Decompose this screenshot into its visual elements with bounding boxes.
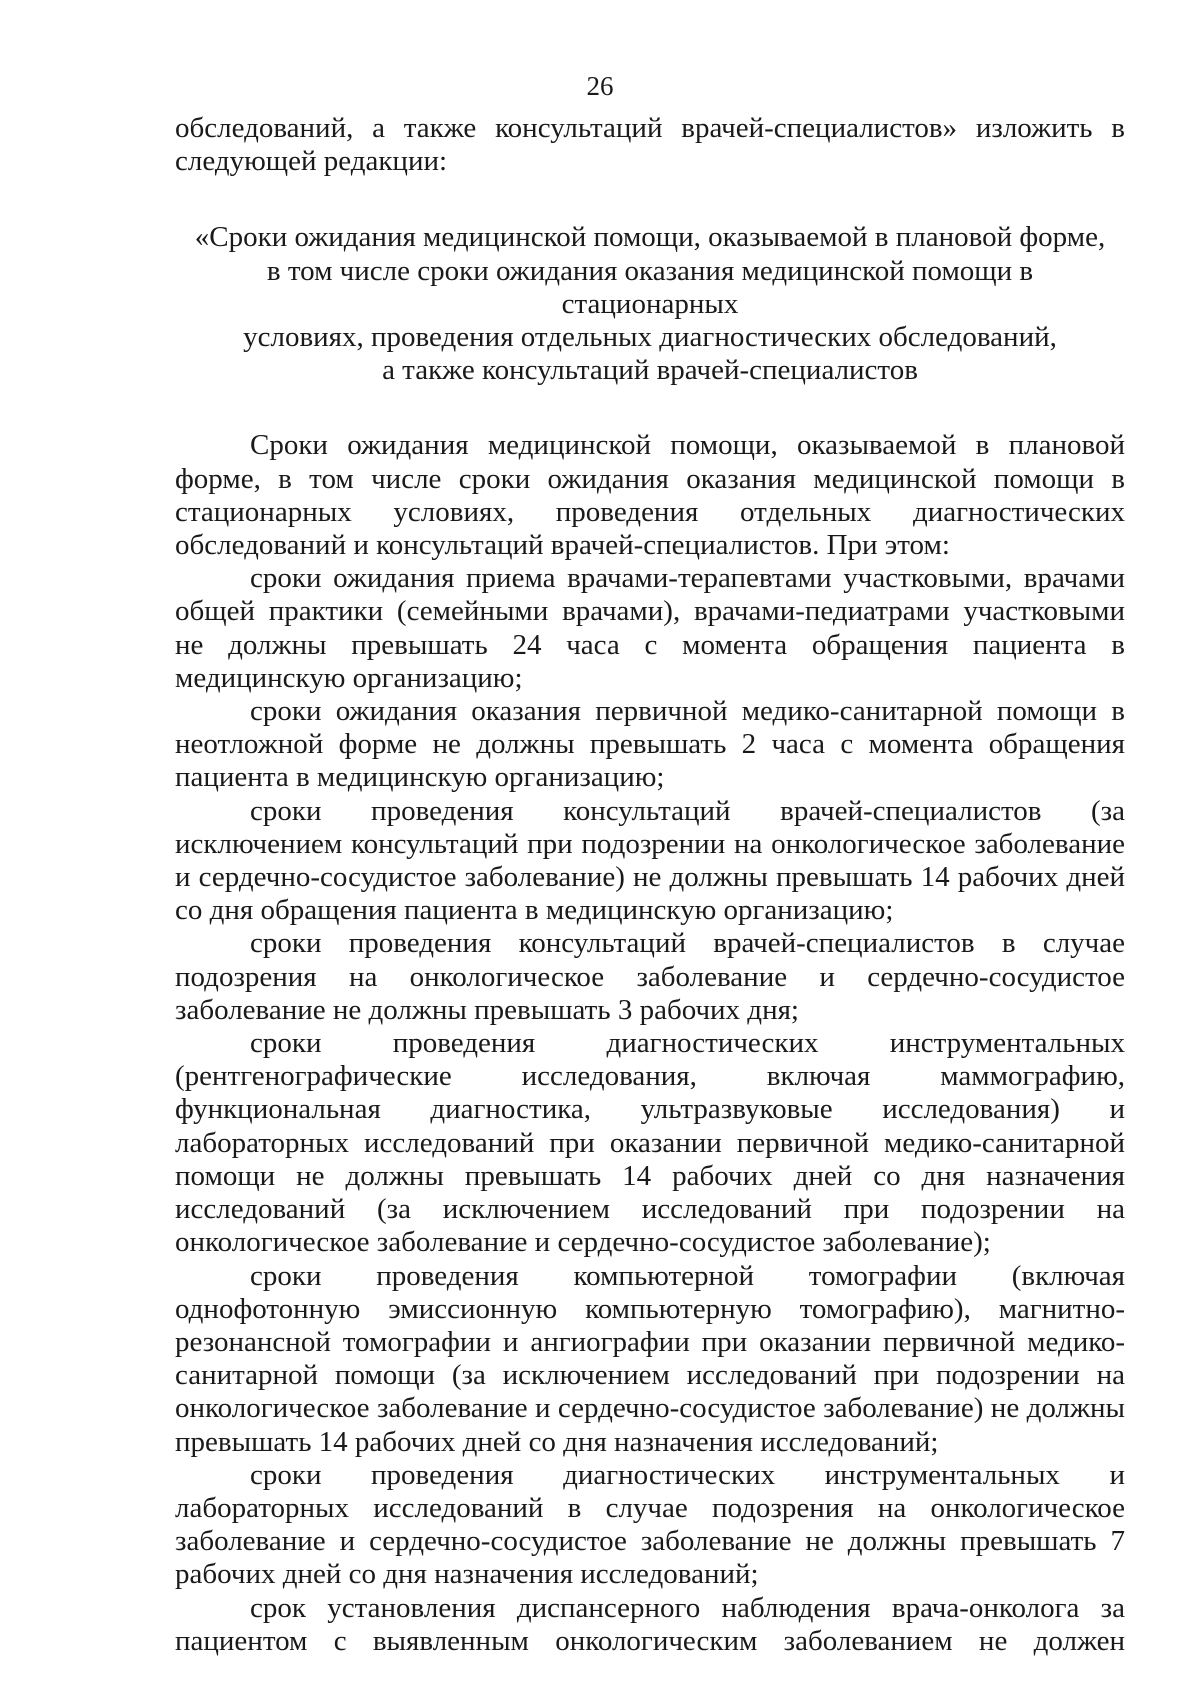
body-paragraph: сроки проведения диагностических инструментальных и лабораторных исследований в случае подозрения на онкологическое заболевание и сердечно-сосудистое заболевание не должны превышать 7 рабочих дней со дня назначения исследований; [175, 1458, 1125, 1591]
heading-line: а также консультаций врачей-специалистов [382, 354, 918, 387]
section-heading [175, 221, 1125, 387]
document-body [175, 112, 1125, 1658]
body-paragraph: Сроки ожидания медицинской помощи, оказываемой в плановой форме, в том числе сроки ожидания оказания медицинской помощи в стационарных условиях, проведения отдельных диагностических обследований и консультаций врачей-специалистов. При этом: [175, 429, 1125, 562]
body-paragraph: сроки проведения консультаций врачей-специалистов в случае подозрения на онкологическое заболевание и сердечно-сосудистое заболевание не должны превышать 3 рабочих дня; [175, 927, 1125, 1026]
body-paragraph: срок установления диспансерного наблюдения врача-онколога за пациентом с выявленным онкологическим заболеванием не должен [175, 1591, 1125, 1657]
heading-line: условиях, проведения отдельных диагностических обследований, [243, 321, 1057, 354]
body-paragraph: сроки проведения диагностических инструментальных (рентгенографические исследования, включая маммографию, функциональная диагностика, ультразвуковые исследования) и лабораторных исследований при оказании первичной медико-санитарной помощи не должны превышать 14 рабочих дней со дня назначения исследований (за исключением исследований при подозрении на онкологическое заболевание и сердечно-сосудистое заболевание); [175, 1027, 1125, 1259]
body-paragraph: сроки ожидания оказания первичной медико-санитарной помощи в неотложной форме не должны превышать 2 часа с момента обращения пациента в медицинскую организацию; [175, 695, 1125, 794]
heading-line: в том числе сроки ожидания оказания медицинской помощи в стационарных [266, 254, 1034, 320]
heading-line: «Сроки ожидания медицинской помощи, оказываемой в плановой форме, [194, 221, 1106, 254]
body-paragraph: сроки проведения консультаций врачей-специалистов (за исключением консультаций при подозрении на онкологическое заболевание и сердечно-сосудистое заболевание) не должны превышать 14 рабочих дней со дня обращения пациента в медицинскую организацию; [175, 794, 1125, 927]
body-paragraph: сроки ожидания приема врачами-терапевтами участковыми, врачами общей практики (семейными врачами), врачами-педиатрами участковыми не должны превышать 24 часа с момента обращения пациента в медицинскую организацию; [175, 562, 1125, 694]
page-number: 26 [586, 71, 614, 101]
body-paragraph: сроки проведения компьютерной томографии (включая однофотонную эмиссионную компьютерную томографию), магнитно-резонансной томографии и ангиографии при оказании первичной медико-санитарной помощи (за исключением исследований при подозрении на онкологическое заболевание и сердечно-сосудистое заболевание) не должны превышать 14 рабочих дней со дня назначения исследований; [175, 1259, 1125, 1458]
intro-paragraph: обследований, а также консультаций врачей-специалистов» изложить в следующей редакции: [175, 112, 1125, 178]
